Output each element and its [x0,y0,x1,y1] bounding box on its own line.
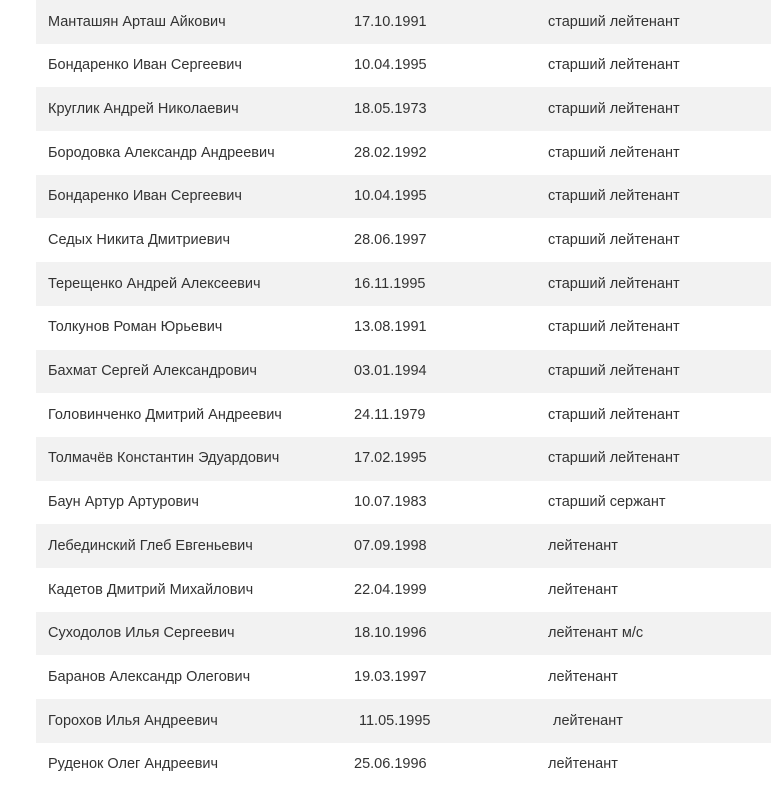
birth-date-cell: 28.06.1997 [354,232,427,249]
birth-date-cell: 28.02.1992 [354,144,427,161]
table-row [36,175,771,219]
rank-cell: лейтенант [553,712,623,729]
table-row [36,350,771,394]
rank-cell: старший лейтенант [548,57,680,74]
rank-cell: старший лейтенант [548,144,680,161]
birth-date-cell: 25.06.1996 [354,756,427,773]
name-cell: Толмачёв Константин Эдуардович [48,450,280,467]
personnel-table [36,0,771,786]
birth-date-cell: 17.02.1995 [354,450,427,467]
table-row [36,481,771,525]
name-cell: Горохов Илья Андреевич [48,712,218,729]
rank-cell: старший лейтенант [548,13,680,30]
table-row [36,87,771,131]
name-cell: Баун Артур Артурович [48,494,199,511]
rank-cell: лейтенант [548,668,618,685]
table-row [36,655,771,699]
rank-cell: старший лейтенант [548,232,680,249]
birth-date-cell: 18.05.1973 [354,100,427,117]
table-row [36,437,771,481]
name-cell: Лебединский Глеб Евгеньевич [48,537,253,554]
birth-date-cell: 07.09.1998 [354,537,427,554]
rank-cell: старший лейтенант [548,363,680,380]
name-cell: Суходолов Илья Сергеевич [48,625,235,642]
table-row [36,306,771,350]
name-cell: Бородовка Александр Андреевич [48,144,275,161]
birth-date-cell: 24.11.1979 [354,406,426,423]
name-cell: Толкунов Роман Юрьевич [48,319,223,336]
birth-date-cell: 22.04.1999 [354,581,427,598]
birth-date-cell: 10.07.1983 [354,494,427,511]
table-row [36,0,771,44]
rank-cell: лейтенант [548,581,618,598]
table-row [36,131,771,175]
birth-date-cell: 10.04.1995 [354,57,427,74]
name-cell: Бондаренко Иван Сергеевич [48,57,242,74]
name-cell: Кадетов Дмитрий Михайлович [48,581,254,598]
birth-date-cell: 03.01.1994 [354,363,427,380]
rank-cell: лейтенант [548,756,618,773]
table-row [36,524,771,568]
table-row [36,568,771,612]
birth-date-cell: 13.08.1991 [354,319,427,336]
name-cell: Баранов Александр Олегович [48,668,251,685]
rank-cell: старший лейтенант [548,450,680,467]
birth-date-cell: 16.11.1995 [354,275,426,292]
table-row [36,218,771,262]
rank-cell: лейтенант [548,537,618,554]
name-cell: Бондаренко Иван Сергеевич [48,188,242,205]
table-row [36,393,771,437]
birth-date-cell: 17.10.1991 [354,13,427,30]
name-cell: Бахмат Сергей Александрович [48,363,257,380]
name-cell: Круглик Андрей Николаевич [48,100,239,117]
rank-cell: старший лейтенант [548,275,680,292]
name-cell: Руденок Олег Андреевич [48,756,219,773]
rank-cell: старший лейтенант [548,188,680,205]
table-row [36,699,771,743]
table-row [36,44,771,88]
rank-cell: старший лейтенант [548,406,680,423]
birth-date-cell: 10.04.1995 [354,188,427,205]
birth-date-cell: 11.05.1995 [359,712,431,729]
table-row [36,612,771,656]
table-row [36,262,771,306]
name-cell: Седых Никита Дмитриевич [48,232,231,249]
name-cell: Манташян Арташ Айкович [48,13,226,30]
rank-cell: старший сержант [548,494,666,511]
rank-cell: лейтенант м/с [548,625,644,642]
table-row [36,743,771,787]
name-cell: Терещенко Андрей Алексеевич [48,275,261,292]
rank-cell: старший лейтенант [548,100,680,117]
rank-cell: старший лейтенант [548,319,680,336]
birth-date-cell: 18.10.1996 [354,625,427,642]
name-cell: Головинченко Дмитрий Андреевич [48,406,282,423]
birth-date-cell: 19.03.1997 [354,668,427,685]
